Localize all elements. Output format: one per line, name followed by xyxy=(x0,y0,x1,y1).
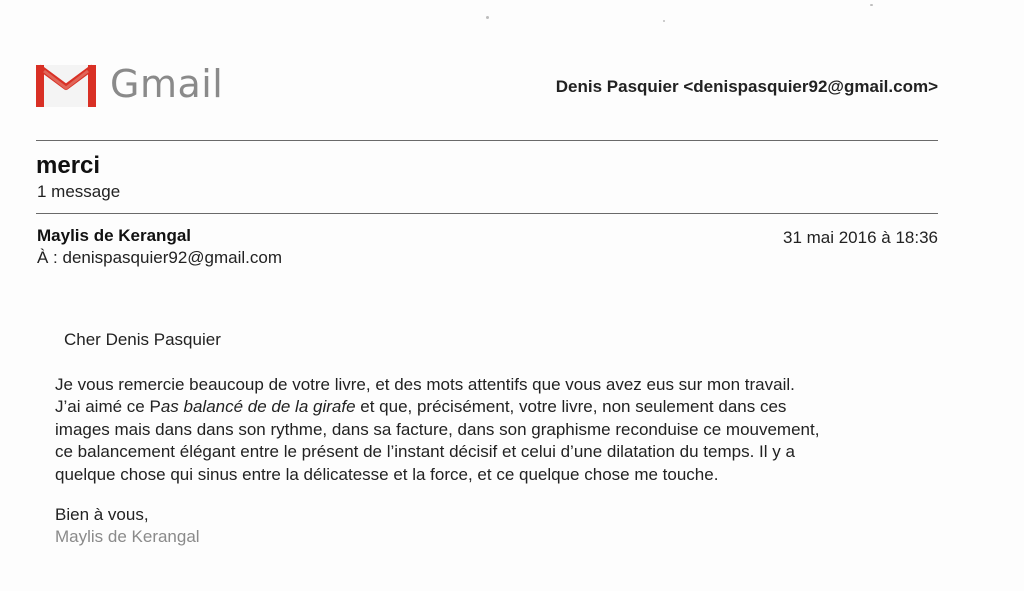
gmail-logo-text: Gmail xyxy=(110,62,224,106)
scan-speck xyxy=(486,16,489,19)
message-greeting: Cher Denis Pasquier xyxy=(64,330,221,349)
header-divider xyxy=(36,140,938,141)
body-line: ce balancement élégant entre le présent de l’instant décisif et celui d’une dilatation du temps. Il y a xyxy=(55,442,795,462)
body-line: Je vous remercie beaucoup de votre livre, et des mots attentifs que vous avez eus sur mon travail. xyxy=(55,375,795,394)
message-body xyxy=(55,374,935,486)
scan-speck xyxy=(663,20,665,22)
book-title: as balancé de de la girafe xyxy=(160,397,356,417)
thread-subject: merci xyxy=(36,152,101,179)
message-closing: Bien à vous, xyxy=(55,505,149,524)
gmail-logo xyxy=(36,60,223,108)
message-date: 31 mai 2016 à 18:36 xyxy=(782,228,938,247)
body-line: quelque chose qui sinus entre la délicatesse et la force, et ce quelque chose me touche. xyxy=(55,464,719,484)
message-signature: Maylis de Kerangal xyxy=(55,527,200,546)
account-identity: Denis Pasquier <denispasquier92@gmail.com> xyxy=(555,77,938,96)
sender-name: Maylis de Kerangal xyxy=(37,226,192,245)
message-count: 1 message xyxy=(37,182,121,201)
recipient-line: À : denispasquier92@gmail.com xyxy=(37,248,282,267)
body-text-segment: J’ai aimé ce P xyxy=(55,397,161,417)
body-text-segment: et que, précisément, votre livre, non seulement dans ces xyxy=(355,397,787,417)
body-line xyxy=(55,396,935,418)
body-line: images mais dans dans son rythme, dans sa facture, dans son graphisme reconduise ce mouvement, xyxy=(55,419,820,439)
subject-divider xyxy=(36,213,938,214)
gmail-m-icon xyxy=(36,61,96,107)
scan-speck xyxy=(870,4,873,6)
